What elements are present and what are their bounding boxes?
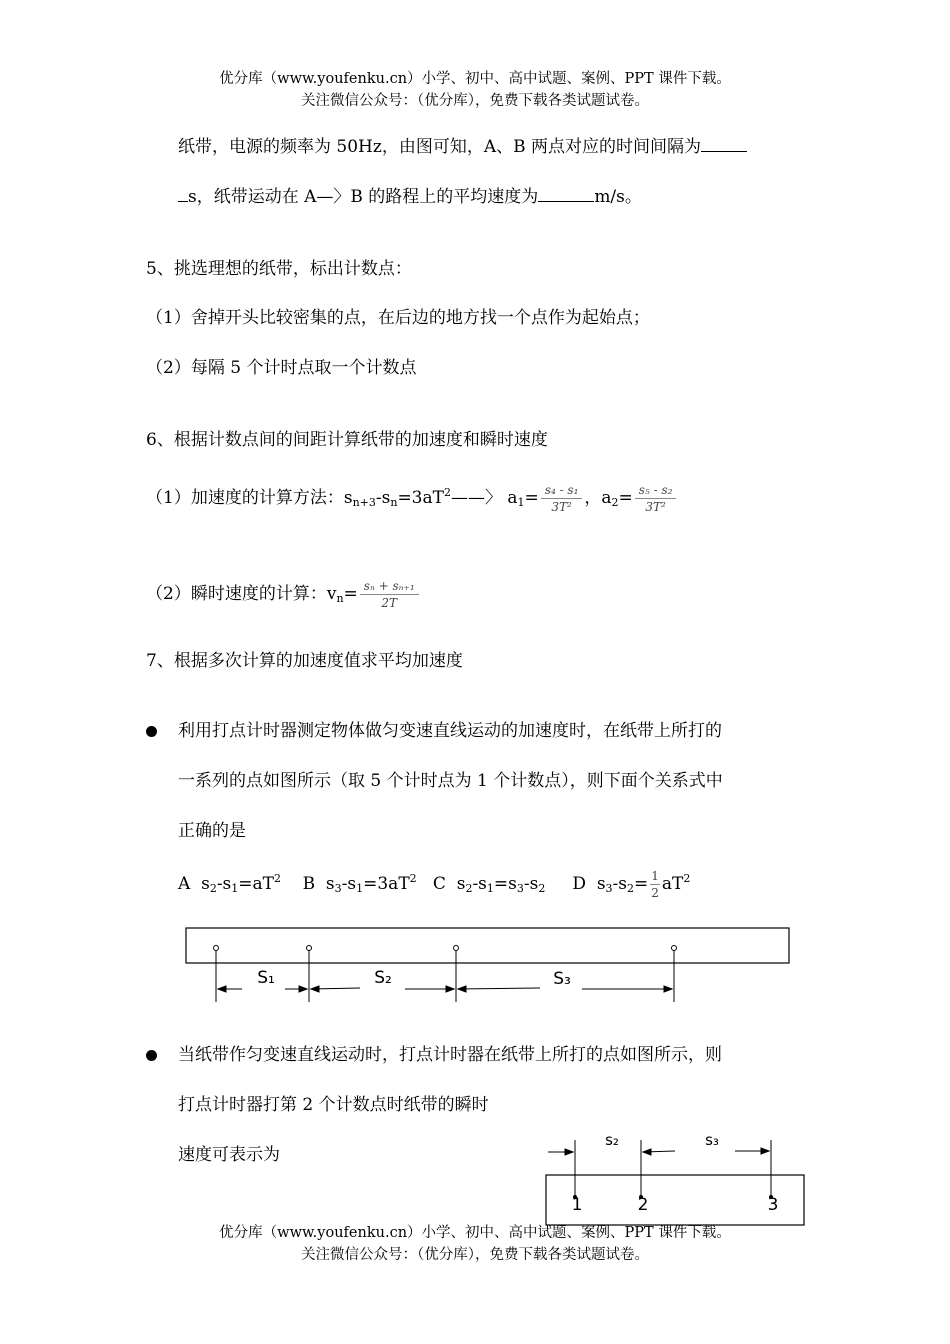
bullet-1 <box>146 726 157 737</box>
section5-item-1: （1）舍掉开头比较密集的点，在后边的地方找一个点作为起始点； <box>146 308 650 328</box>
label-s2: S₂ <box>374 968 392 988</box>
arrowhead-2-s3-right <box>761 1148 769 1154</box>
velocity-label: （2）瞬时速度的计算： <box>146 584 327 604</box>
intro-line-1 <box>178 136 747 158</box>
arrowhead-s1-right <box>299 986 307 992</box>
fraction-vn-den: 2T <box>381 596 398 610</box>
fraction-a2 <box>635 482 677 515</box>
fraction-a2-num: s₅ - s₂ <box>635 482 677 499</box>
q2-line-3: 速度可表示为 <box>178 1145 280 1165</box>
q2-line-2: 打点计时器打第 2 个计数点时纸带的瞬时 <box>178 1095 489 1115</box>
label-2-s2: s₂ <box>605 1131 619 1149</box>
bullet-2 <box>146 1050 157 1061</box>
tape-diagram-2 <box>540 1125 810 1230</box>
q1-line-2: 一系列的点如图所示（取 5 个计时点为 1 个计数点），则下面个关系式中 <box>178 771 723 791</box>
fraction-a1-den: 3T² <box>551 500 572 514</box>
footer-line-2: 关注微信公众号：（优分库），免费下载各类试题试卷。 <box>301 1247 649 1263</box>
intro-text-1: 纸带，电源的频率为 50Hz，由图可知，A、B 两点对应的时间间隔为 <box>178 137 701 157</box>
arrow-s3-left <box>458 988 540 989</box>
section6-item-2 <box>146 578 421 611</box>
dot-1 <box>214 946 219 951</box>
arrowhead-2-s2-left <box>565 1149 573 1155</box>
fraction-a1-num: s₄ - s₁ <box>541 482 583 499</box>
label-s3: S₃ <box>553 969 571 989</box>
dot-2 <box>307 946 312 951</box>
section5-title: 5、挑选理想的纸带，标出计数点： <box>146 259 412 279</box>
option-b[interactable]: B $s_3-s_1=3aT^2$ <box>302 872 417 895</box>
fraction-vn-num: sₙ + sₙ₊₁ <box>360 578 419 595</box>
header-line-1: 优分库（www.youfenku.cn）小学、初中、高中试题、案例、PPT 课件下载。 <box>219 71 731 87</box>
header-line-2: 关注微信公众号：（优分库），免费下载各类试题试卷。 <box>301 93 649 109</box>
q2-line-1: 当纸带作匀变速直线运动时，打点计时器在纸带上所打的点如图所示，则 <box>178 1045 722 1065</box>
footer-line-1: 优分库（www.youfenku.cn）小学、初中、高中试题、案例、PPT 课件下载。 <box>219 1225 731 1241</box>
intro-text-2a: s，纸带运动在 A—〉B 的路程上的平均速度为 <box>188 187 539 207</box>
arrowhead-s3-right <box>664 986 672 992</box>
arrowhead-s2-right <box>446 986 454 992</box>
fraction-a1 <box>541 482 583 515</box>
arrowhead-s1-left <box>218 986 226 992</box>
label-point-3: 3 <box>767 1195 779 1215</box>
accel-method-label: （1）加速度的计算方法： <box>146 488 344 508</box>
label-point-2: 2 <box>637 1195 649 1215</box>
dot-4 <box>672 946 677 951</box>
answer-blank-2[interactable] <box>538 201 594 202</box>
arrowhead-s3-left <box>458 986 466 992</box>
fraction-vn <box>360 578 419 611</box>
answer-blank-1[interactable] <box>701 151 747 152</box>
a2-label: ，$a_2=$ <box>584 488 633 509</box>
arrowhead-s2-left <box>311 986 319 992</box>
label-2-s3: s₃ <box>705 1131 719 1149</box>
option-c[interactable]: C $s_2-s_1=s_3-s_2$ <box>432 874 546 895</box>
velocity-formula: $v_n=$ <box>326 584 358 605</box>
intro-text-2b: m/s。 <box>594 187 642 207</box>
option-a[interactable]: A $s_2-s_1=aT^2$ <box>178 872 281 895</box>
fraction-half <box>650 868 660 901</box>
tape-diagram-1 <box>180 920 800 1010</box>
tape-strip-2 <box>546 1175 804 1225</box>
intro-line-2 <box>178 186 642 208</box>
q1-line-3: 正确的是 <box>178 821 246 841</box>
accel-formula: $s_{n+3}-s_n=3aT^2——$〉 $a_1=$ <box>343 486 539 509</box>
answer-blank-1-cont[interactable] <box>178 201 188 202</box>
fraction-half-den: 2 <box>651 886 659 900</box>
q1-options <box>178 868 690 901</box>
label-s1: S₁ <box>257 968 275 988</box>
section6-item-1 <box>146 482 678 515</box>
q1-line-1: 利用打点计时器测定物体做匀变速直线运动的加速度时，在纸带上所打的 <box>178 721 722 741</box>
label-point-1: 1 <box>571 1195 583 1215</box>
tape-strip-1 <box>186 928 789 963</box>
section7-title: 7、根据多次计算的加速度值求平均加速度 <box>146 651 463 671</box>
fraction-a2-den: 3T² <box>645 500 666 514</box>
section6-title: 6、根据计数点间的间距计算纸带的加速度和瞬时速度 <box>146 430 548 450</box>
arrowhead-2-s3-left <box>643 1149 651 1155</box>
fraction-half-num: 1 <box>651 869 659 883</box>
option-d[interactable]: D $s_3-s_2=$ $\frac{1}{2}$ $aT^2$ <box>572 869 691 900</box>
dot-3 <box>454 946 459 951</box>
section5-item-2: （2）每隔 5 个计时点取一个计数点 <box>146 358 417 378</box>
